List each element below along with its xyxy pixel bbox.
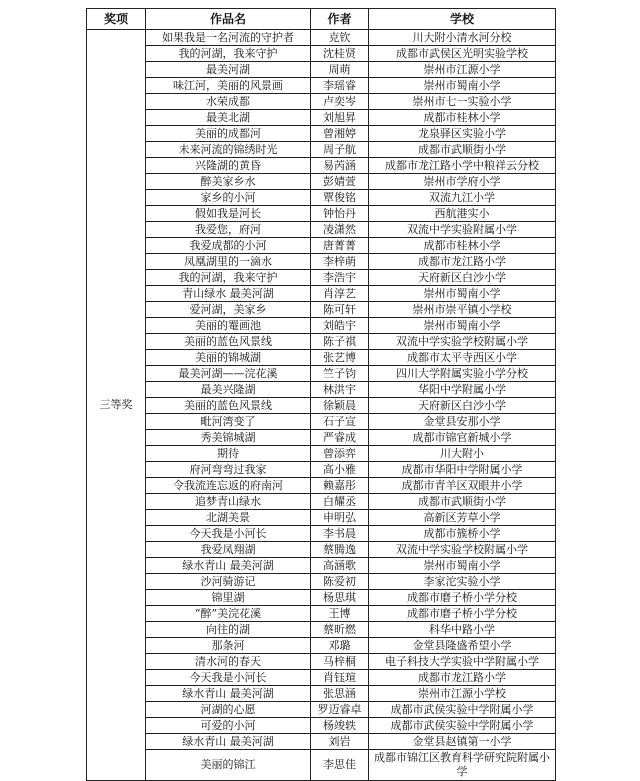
table-row (87, 622, 556, 638)
author-cell: 竺子钧 (311, 366, 369, 382)
author-cell: 徐颖晨 (311, 398, 369, 414)
school-cell: 崇州市崇平镇小学校 (369, 302, 556, 318)
author-cell: 曾湘婷 (311, 126, 369, 142)
table-row (87, 398, 556, 414)
author-cell: 马梓桐 (311, 654, 369, 670)
author-cell: 李思佳 (311, 750, 369, 781)
award-table (86, 8, 556, 781)
title-cell: 水荣成都 (146, 94, 311, 110)
school-cell: 崇州市江源小学校 (369, 686, 556, 702)
title-cell: 绿水青山 最美河湖 (146, 558, 311, 574)
author-cell: 高涵歌 (311, 558, 369, 574)
school-cell: 金堂县安那小学 (369, 414, 556, 430)
school-cell: 双流中学实验学校附属小学 (369, 334, 556, 350)
author-cell: 申明弘 (311, 510, 369, 526)
header-author: 作者 (311, 9, 369, 30)
table-row (87, 478, 556, 494)
title-cell: 家乡的小河 (146, 190, 311, 206)
table-row (87, 702, 556, 718)
header-title: 作品名 (146, 9, 311, 30)
school-cell: 崇州市江源小学 (369, 62, 556, 78)
title-cell: 毗河湾变了 (146, 414, 311, 430)
table-row (87, 302, 556, 318)
title-cell: 令我流连忘返的府南河 (146, 478, 311, 494)
title-cell: 可爱的小河 (146, 718, 311, 734)
school-cell: 成都市武顺街小学 (369, 142, 556, 158)
school-cell: 电子科技大学实验中学附属小学 (369, 654, 556, 670)
table-row (87, 750, 556, 781)
table-row (87, 254, 556, 270)
author-cell: 蔡昕燃 (311, 622, 369, 638)
table-row (87, 414, 556, 430)
school-cell: 成都市龙江路小学 (369, 254, 556, 270)
table-row (87, 686, 556, 702)
author-cell: 凌潇然 (311, 222, 369, 238)
title-cell: 清水河的春天 (146, 654, 311, 670)
table-row (87, 110, 556, 126)
author-cell: 卢奕岑 (311, 94, 369, 110)
author-cell: 李书晨 (311, 526, 369, 542)
header-row (87, 9, 556, 30)
author-cell: 曾添弈 (311, 446, 369, 462)
school-cell: 天府新区白沙小学 (369, 270, 556, 286)
table-header (87, 9, 556, 30)
title-cell: 我爱您，府河 (146, 222, 311, 238)
school-cell: 成都市桂林小学 (369, 110, 556, 126)
table-row (87, 526, 556, 542)
title-cell: 最美北湖 (146, 110, 311, 126)
title-cell: 我的河湖，我来守护 (146, 46, 311, 62)
school-cell: 天府新区白沙小学 (369, 398, 556, 414)
title-cell: 今天我是小河长 (146, 670, 311, 686)
title-cell: 追梦青山绿水 (146, 494, 311, 510)
table-body (87, 30, 556, 781)
school-cell: 成都市桂林小学 (369, 238, 556, 254)
table-row (87, 366, 556, 382)
school-cell: 成都市武侯实验中学附属小学 (369, 702, 556, 718)
table-row (87, 670, 556, 686)
school-cell: 崇州市蜀南小学 (369, 286, 556, 302)
table-row (87, 654, 556, 670)
author-cell: 高小雅 (311, 462, 369, 478)
author-cell: 李浩宇 (311, 270, 369, 286)
title-cell: 最美河湖 (146, 62, 311, 78)
school-cell: 川大附小清水河分校 (369, 30, 556, 46)
title-cell: 我爱成都的小河 (146, 238, 311, 254)
school-cell: 成都市华阳中学附属小学 (369, 462, 556, 478)
award-level-cell: 三等奖 (87, 30, 146, 781)
title-cell: “醉”美浣花溪 (146, 606, 311, 622)
author-cell: 刘岩 (311, 734, 369, 750)
school-cell: 李家沱实验小学 (369, 574, 556, 590)
author-cell: 张思涵 (311, 686, 369, 702)
author-cell: 唐菁菁 (311, 238, 369, 254)
table-row (87, 430, 556, 446)
author-cell: 石子宣 (311, 414, 369, 430)
header-award: 奖项 (87, 9, 146, 30)
table-row (87, 174, 556, 190)
table-row (87, 190, 556, 206)
table-row (87, 238, 556, 254)
school-cell: 成都市磨子桥小学分校 (369, 606, 556, 622)
table-row (87, 142, 556, 158)
table-row (87, 606, 556, 622)
title-cell: 假如我是河长 (146, 206, 311, 222)
author-cell: 罗迈睿卓 (311, 702, 369, 718)
title-cell: 未来河流的锦绣时光 (146, 142, 311, 158)
author-cell: 杨思琪 (311, 590, 369, 606)
table-row (87, 350, 556, 366)
author-cell: 李瑶睿 (311, 78, 369, 94)
author-cell: 沈桂贤 (311, 46, 369, 62)
table-row (87, 334, 556, 350)
author-cell: 赖嘉彤 (311, 478, 369, 494)
school-cell: 成都市磨子桥小学分校 (369, 590, 556, 606)
school-cell: 崇州市七一实验小学 (369, 94, 556, 110)
table-row (87, 494, 556, 510)
author-cell: 周萌 (311, 62, 369, 78)
table-row (87, 574, 556, 590)
title-cell: 向往的湖 (146, 622, 311, 638)
title-cell: 美丽的罨画池 (146, 318, 311, 334)
title-cell: 最美河湖——浣花溪 (146, 366, 311, 382)
author-cell: 李梓萌 (311, 254, 369, 270)
table-row (87, 46, 556, 62)
title-cell: 府河弯弯过我家 (146, 462, 311, 478)
table-row (87, 94, 556, 110)
school-cell: 金堂县赵镇第一小学 (369, 734, 556, 750)
author-cell: 张艺博 (311, 350, 369, 366)
table-row (87, 126, 556, 142)
title-cell: 河湖的心愿 (146, 702, 311, 718)
table-row (87, 542, 556, 558)
author-cell: 克钦 (311, 30, 369, 46)
author-cell: 易芮涵 (311, 158, 369, 174)
school-cell: 成都市太平寺西区小学 (369, 350, 556, 366)
title-cell: 美丽的蓝色风景线 (146, 398, 311, 414)
title-cell: 醉美家乡水 (146, 174, 311, 190)
table-row (87, 62, 556, 78)
title-cell: 美丽的锦城湖 (146, 350, 311, 366)
table-row (87, 318, 556, 334)
title-cell: 如果我是一名河流的守护者 (146, 30, 311, 46)
table-row (87, 222, 556, 238)
author-cell: 陈子祺 (311, 334, 369, 350)
school-cell: 四川大学附属实验小学分校 (369, 366, 556, 382)
title-cell: 沙河骑游记 (146, 574, 311, 590)
title-cell: 美丽的蓝色风景线 (146, 334, 311, 350)
title-cell: 美丽的锦江 (146, 750, 311, 781)
school-cell: 科华中路小学 (369, 622, 556, 638)
title-cell: 青山绿水 最美河湖 (146, 286, 311, 302)
author-cell: 彭婧萱 (311, 174, 369, 190)
author-cell: 林洪宇 (311, 382, 369, 398)
table-row (87, 286, 556, 302)
table-row (87, 270, 556, 286)
author-cell: 肖钰瑄 (311, 670, 369, 686)
table-row (87, 718, 556, 734)
school-cell: 高新区芳草小学 (369, 510, 556, 526)
school-cell: 成都市龙江路小学中粮祥云分校 (369, 158, 556, 174)
school-cell: 成都市青羊区双眼井小学 (369, 478, 556, 494)
school-cell: 成都市锦江区教育科学研究院附属小学 (369, 750, 556, 781)
title-cell: 那条河 (146, 638, 311, 654)
author-cell: 杨竣轶 (311, 718, 369, 734)
header-school: 学校 (369, 9, 556, 30)
school-cell: 成都市武侯实验中学附属小学 (369, 718, 556, 734)
school-cell: 成都市武侯区光明实验学校 (369, 46, 556, 62)
school-cell: 川大附小 (369, 446, 556, 462)
table-row (87, 638, 556, 654)
author-cell: 蔡腾逸 (311, 542, 369, 558)
table-row (87, 78, 556, 94)
table-row (87, 382, 556, 398)
title-cell: 最美兴隆湖 (146, 382, 311, 398)
school-cell: 华阳中学附属小学 (369, 382, 556, 398)
table-row (87, 30, 556, 46)
school-cell: 龙泉驿区实验小学 (369, 126, 556, 142)
school-cell: 崇州市蜀南小学 (369, 78, 556, 94)
title-cell: 美丽的成都河 (146, 126, 311, 142)
title-cell: 味江河，美丽的风景画 (146, 78, 311, 94)
author-cell: 严睿成 (311, 430, 369, 446)
author-cell: 邓璐 (311, 638, 369, 654)
author-cell: 刘旭昇 (311, 110, 369, 126)
title-cell: 凤凰湖里的一滴水 (146, 254, 311, 270)
author-cell: 陈可轩 (311, 302, 369, 318)
table-row (87, 558, 556, 574)
author-cell: 白耀丞 (311, 494, 369, 510)
author-cell: 覃俊铭 (311, 190, 369, 206)
title-cell: 锦里湖 (146, 590, 311, 606)
school-cell: 双流中学实验附属小学 (369, 222, 556, 238)
author-cell: 周子航 (311, 142, 369, 158)
school-cell: 成都市簇桥小学 (369, 526, 556, 542)
school-cell: 金堂县隆盛希望小学 (369, 638, 556, 654)
title-cell: 绿水青山 最美河湖 (146, 734, 311, 750)
school-cell: 崇州市学府小学 (369, 174, 556, 190)
title-cell: 兴隆湖的黄昏 (146, 158, 311, 174)
table-row (87, 510, 556, 526)
title-cell: 爱河湖，美家乡 (146, 302, 311, 318)
author-cell: 陈爱初 (311, 574, 369, 590)
school-cell: 崇州市蜀南小学 (369, 558, 556, 574)
school-cell: 成都市武顺街小学 (369, 494, 556, 510)
title-cell: 北湖美景 (146, 510, 311, 526)
title-cell: 我的河湖，我来守护 (146, 270, 311, 286)
school-cell: 成都市锦官新城小学 (369, 430, 556, 446)
title-cell: 绿水青山 最美河湖 (146, 686, 311, 702)
title-cell: 今天我是小河长 (146, 526, 311, 542)
author-cell: 肖淳艺 (311, 286, 369, 302)
table-row (87, 590, 556, 606)
author-cell: 钟怡丹 (311, 206, 369, 222)
author-cell: 刘皓宇 (311, 318, 369, 334)
table-row (87, 446, 556, 462)
title-cell: 我爱凤翔湖 (146, 542, 311, 558)
table-row (87, 158, 556, 174)
author-cell: 王博 (311, 606, 369, 622)
table-row (87, 462, 556, 478)
school-cell: 西航港实小 (369, 206, 556, 222)
school-cell: 成都市龙江路小学 (369, 670, 556, 686)
title-cell: 期待 (146, 446, 311, 462)
school-cell: 崇州市蜀南小学 (369, 318, 556, 334)
school-cell: 双流中学实验学校附属小学 (369, 542, 556, 558)
title-cell: 秀美锦城湖 (146, 430, 311, 446)
table-row (87, 734, 556, 750)
school-cell: 双流九江小学 (369, 190, 556, 206)
table-row (87, 206, 556, 222)
